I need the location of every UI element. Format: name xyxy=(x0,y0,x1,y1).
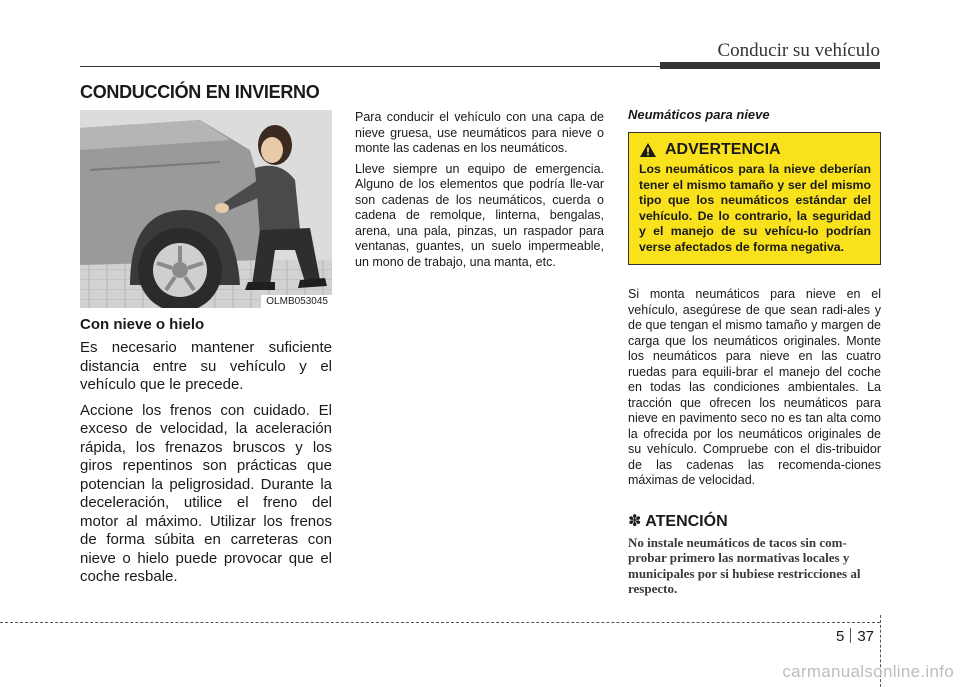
header-rule-accent xyxy=(660,62,880,69)
column-left xyxy=(80,316,332,594)
paragraph: Si monta neumáticos para nieve en el vehículo, asegúrese de que sean radi-ales y de que tengan el mismo tamaño y margen de carga que los neumáticos originales. Monte los neumáticos para nieve en las cuatro ruedas para equili-brar el manejo del coche en todas las condiciones ambientales. La tracción que ofrecen los neumáticos para nieve en pavimento seco no es tan alta como la ofrecida por los neumáticos originales de su vehículo. Compruebe con el dis-tribuidor de las cadenas las recomenda-ciones máximas de velocidad. xyxy=(628,287,881,487)
attention-title: ✽ ATENCIÓN xyxy=(628,512,728,530)
attention-text: No instale neumáticos de tacos sin com-probar primero las normativas locales y municipales por si hubiese restricciones al respecto. xyxy=(628,534,861,596)
page-number xyxy=(836,628,874,645)
warning-title: ADVERTENCIA xyxy=(665,141,781,158)
header-rule xyxy=(80,66,660,67)
illustration-image xyxy=(80,110,332,308)
paragraph: Es necesario mantener suficiente distancia entre su vehículo y el vehículo que le precede. xyxy=(80,339,332,393)
paragraph: Para conducir el vehículo con una capa de nieve gruesa, use neumáticos para nieve o monte las cadenas en los neumáticos. xyxy=(355,110,604,155)
paragraph: Lleve siempre un equipo de emergencia. Alguno de los elementos que podría lle-var son cadenas de los neumáticos, cuerda o cadena de remolque, linterna, bengalas, arena, una pala, pinzas, un raspador para ventanas, guantes, un suelo impermeable, un mono de trabajo, una manta, etc. xyxy=(355,161,604,269)
figure-code: OLMB053045 xyxy=(261,295,332,308)
column-right xyxy=(628,107,881,597)
subheading-snow-ice: Con nieve o hielo xyxy=(80,316,205,333)
warning-box xyxy=(628,132,881,265)
column-middle xyxy=(355,110,604,275)
footer-rule xyxy=(0,622,880,623)
subheading-snow-tires: Neumáticos para nieve xyxy=(628,107,770,122)
paragraph: Accione los frenos con cuidado. El exceso de velocidad, la aceleración rápida, los frenazos bruscos y los giros repentinos son prácticas que potencian la peligrosidad. Durante la deceleración, utilice el freno del motor al máximo. Utilizar los frenos de forma súbita en carreteras con nieve o hielo puede provocar que el coche resbale. xyxy=(80,401,332,585)
page-number-value: 37 xyxy=(857,628,875,645)
warning-text: Los neumáticos para la nieve deberían tener el mismo tamaño y ser del mismo tipo que los neumáticos estándar del vehículo. De lo contrario, la seguridad y el manejo de su vehícu-lo podrían verse afectados de forma negativa. xyxy=(639,162,871,254)
winter-tire-illustration xyxy=(80,110,332,308)
section-title: CONDUCCIÓN EN INVIERNO xyxy=(80,82,320,102)
page-header-title: Conducir su vehículo xyxy=(717,40,880,61)
warning-header xyxy=(639,141,871,159)
warning-triangle-icon xyxy=(639,142,657,158)
watermark: carmanualsonline.info xyxy=(782,662,954,681)
page-number-separator xyxy=(850,628,851,643)
chapter-number: 5 xyxy=(836,628,845,645)
